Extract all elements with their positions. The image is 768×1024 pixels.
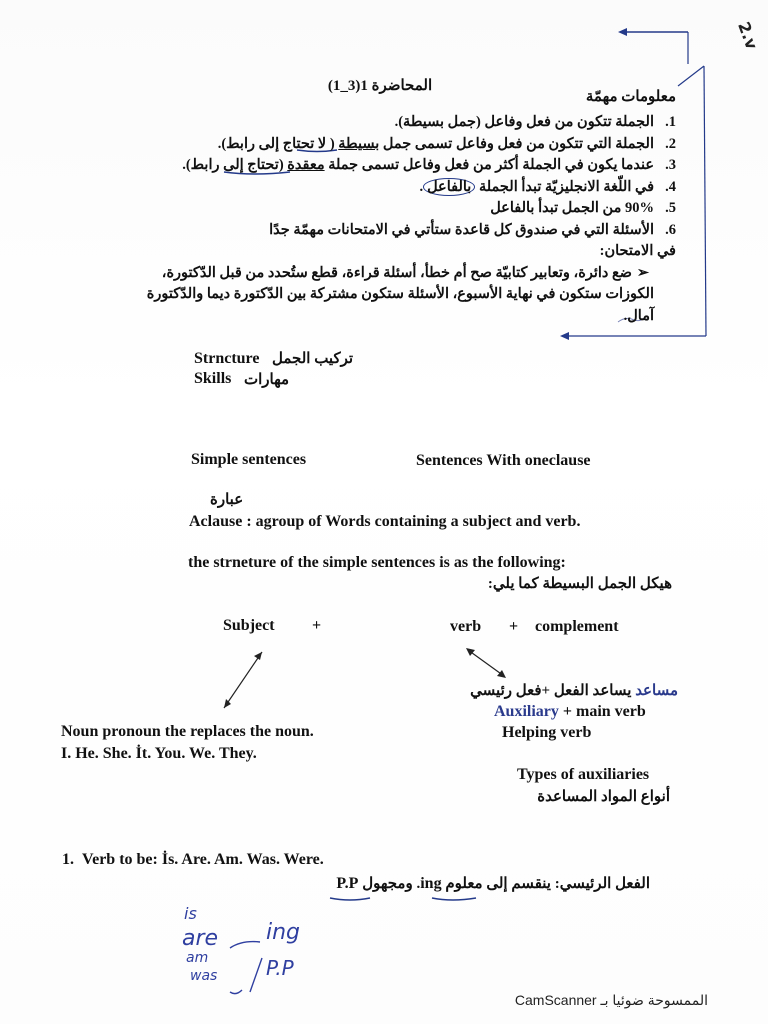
arrow-bullet-icon: ➢ [636, 264, 650, 281]
structure-intro: the strneture of the simple sentences is as the following: [188, 554, 566, 571]
structure-label-en: Strncture [194, 350, 260, 367]
formula-plus-2: + [509, 618, 519, 635]
types-of-auxiliaries-ar: أنواع المواد المساعدة [537, 789, 670, 805]
handwritten-ing: ing [266, 920, 301, 945]
handwritten-pp: P.P [266, 956, 294, 980]
noun-pronoun-line: Noun pronoun the replaces the noun. [61, 723, 314, 740]
margin-bracket [678, 66, 704, 86]
corner-mark: 2.v [734, 19, 762, 52]
exam-note: ➢ضع دائرة، وتعابير كتابيّة صح أم خطأ، أسئلة قراءة، قطع ستُحدد من قبل الدّكتورة، الكوزات ستكون في نهاية الأسبوع، الأسئلة ستكون مشتركة بين الدّكتورة ديما والدّكتورة آمال. [146, 264, 654, 324]
pronouns-list: I. He. She. İt. You. We. They. [61, 745, 257, 762]
clause-definition: Aclause : agroup of Words containing a subject and verb. [189, 513, 581, 530]
note-item-5: 5.90% من الجمل تبدأ بالفاعل [490, 200, 676, 216]
lecture-title: المحاضرة 1(3_1) [327, 78, 433, 94]
main-verb-division-ar: الفعل الرئيسي: ينقسم إلى معلوم ing. ومجهول P.P [336, 875, 650, 892]
important-notes-heading: معلومات مهمّة [585, 89, 676, 105]
handwritten-is: is [184, 904, 197, 923]
note-item-4: 4.في اللّغة الانجليزيّة تبدأ الجملة بالفاعل. [419, 178, 676, 195]
one-clause-label: Sentences With oneclause [416, 452, 591, 469]
note-item-3: 3.عندما يكون في الجملة أكثر من فعل وفاعل تسمى جملة معقدة (تحتاج إلى رابط). [182, 157, 676, 173]
note-item-1: 1.الجملة تتكون من فعل وفاعل (جمل بسيطة). [394, 114, 676, 130]
handwritten-was: was [190, 968, 218, 984]
skills-label-ar: مهارات [244, 372, 290, 388]
types-of-auxiliaries: Types of auxiliaries [517, 766, 650, 783]
formula-plus-1: + [312, 617, 322, 634]
simple-sentences-label: Simple sentences [191, 451, 307, 468]
verb-arrow [468, 650, 504, 676]
note-item-6: 6.الأسئلة التي في صندوق كل قاعدة ستأتي في الامتحانات مهمّة جدًا [269, 221, 676, 238]
camscanner-watermark: CamScanner الممسوحة ضوئيا بـ [514, 992, 708, 1008]
handwritten-am: am [186, 950, 209, 966]
clause-label-ar: عبارة [210, 492, 244, 508]
auxiliary-main-verb: Auxiliary + main verb [494, 703, 646, 720]
structure-intro-ar: هيكل الجمل البسيطة كما يلي: [487, 576, 672, 592]
structure-label-ar: تركيب الجمل [272, 351, 354, 367]
verb-to-be-line: 1. Verb to be: İs. Are. Am. Was. Were. [62, 851, 324, 868]
formula-complement: complement [535, 618, 619, 635]
subject-arrow [224, 652, 262, 708]
note-item-2: 2.الجملة التي تتكون من فعل وفاعل تسمى جمل بسيطة ( لا تحتاج إلى رابط). [217, 135, 676, 152]
important-notes-list [116, 112, 676, 327]
exam-heading: في الامتحان: [599, 243, 676, 259]
formula-verb: verb [450, 618, 482, 635]
skills-label-en: Skills [194, 370, 232, 387]
helping-verb: Helping verb [502, 724, 592, 741]
verb-composition-ar: مساعد يساعد الفعل +فعل رئيسي [470, 683, 678, 699]
formula-subject: Subject [223, 617, 275, 634]
arrowhead-top [618, 28, 627, 36]
handwritten-are: are [182, 926, 219, 951]
